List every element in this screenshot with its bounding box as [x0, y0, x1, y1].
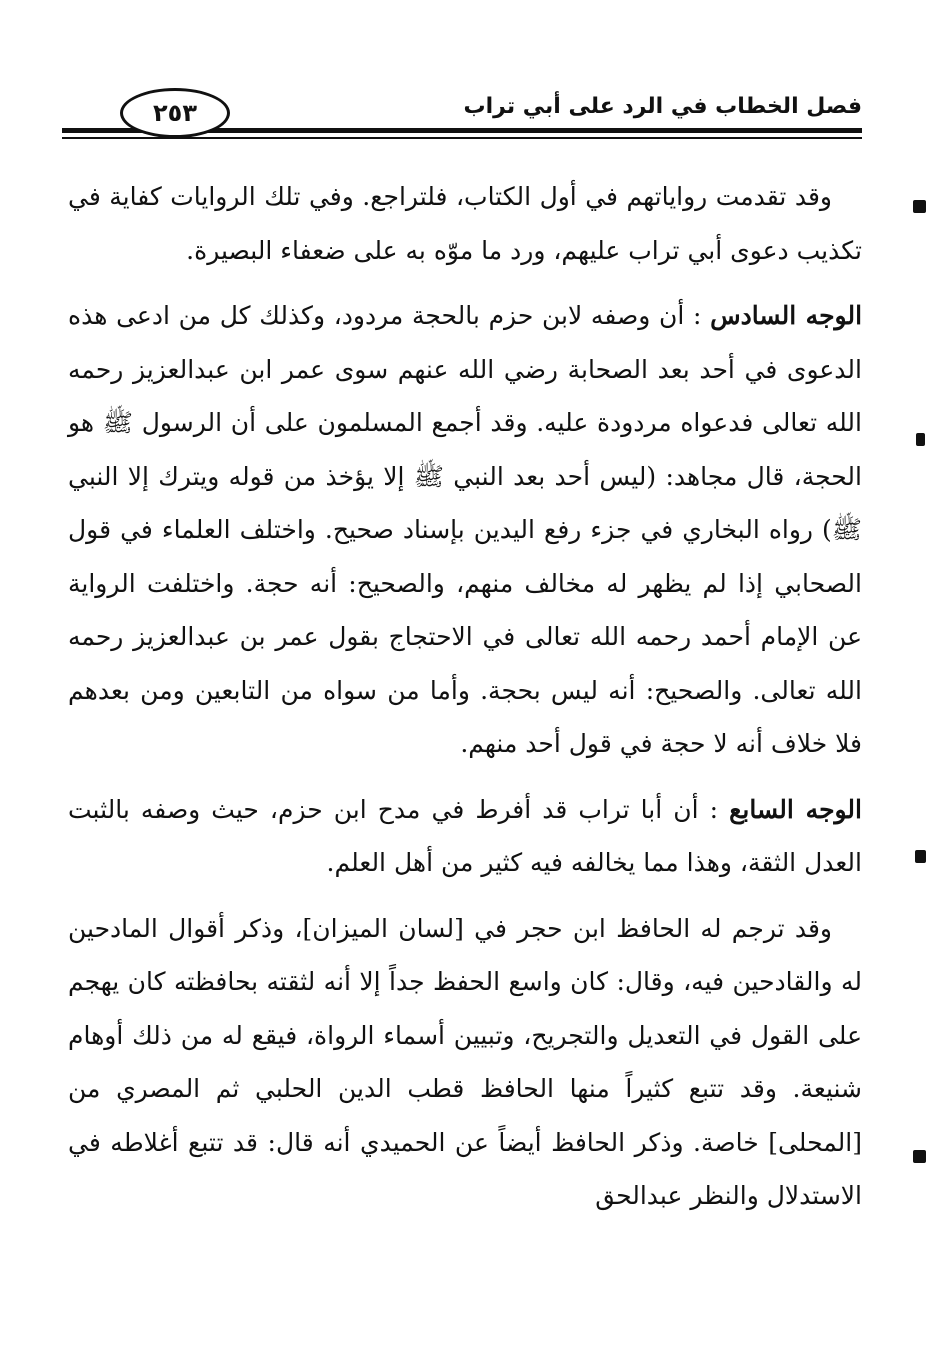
paragraph-text: : أن أبا تراب قد أفرط في مدح ابن حزم، حيث وصفه بالثبت العدل الثقة، وهذا مما يخالفه فيه كثير من أهل العلم. [68, 794, 862, 877]
margin-mark [913, 1150, 926, 1163]
paragraph-2 [68, 289, 862, 771]
paragraph-text: وقد تقدمت رواياتهم في أول الكتاب، فلتراجع. وفي تلك الروايات كفاية في تكذيب دعوى أبي تراب عليهم، ورد ما موّه به على ضعفاء البصيرة. [68, 182, 862, 265]
margin-mark [916, 433, 925, 446]
body-text [68, 170, 862, 1235]
margin-mark [913, 200, 926, 213]
paragraph-4 [68, 902, 862, 1223]
paragraph-1 [68, 170, 862, 277]
paragraph-text: وقد ترجم له الحافظ ابن حجر في [لسان الميزان]، وذكر أقوال المادحين له والقادحين فيه، وقال: كان واسع الحفظ جداً إلا أنه لثقته بحافظته كان يهجم على القول في التعديل والتجريح، وتبيين أسماء الرواة، فيقع له من ذلك أوهام شنيعة. وقد تتبع كثيراً منها الحافظ قطب الدين الحلبي ثم المصري من [المحلى] خاصة. وذكر الحافظ أيضاً عن الحميدي أنه قال: قد تتبع أغلاطه في الاستدلال والنظر عبدالحق [68, 913, 862, 1210]
running-title: فصل الخطاب في الرد على أبي تراب [463, 94, 862, 119]
paragraph-3 [68, 783, 862, 890]
paragraph-heading: الوجه السابع [729, 794, 862, 824]
paragraph-heading: الوجه السادس [710, 301, 863, 330]
page-number: ٢٥٣ [120, 88, 230, 138]
margin-mark [915, 850, 926, 863]
page-header [62, 88, 862, 150]
paragraph-text: : أن وصفه لابن حزم بالحجة مردود، وكذلك كل من ادعى هذه الدعوى في أحد بعد الصحابة رضي الله عنهم سوى عمر ابن عبدالعزيز رحمه الله تعالى فدعواه مردودة عليه. وقد أجمع المسلمون على أن الرسول ﷺ هو الحجة، قال مجاهد: (ليس أحد بعد النبي ﷺ إلا يؤخذ من قوله ويترك إلا النبي ﷺ) رواه البخاري في جزء رفع اليدين بإسناد صحيح. واختلف العلماء في قول الصحابي إذا لم يظهر له مخالف منهم، والصحيح: أنه حجة. واختلفت الرواية عن الإمام أحمد رحمه الله تعالى في الاحتجاج بقول عمر بن عبدالعزيز رحمه الله تعالى. والصحيح: أنه ليس بحجة. وأما من سواه من التابعين ومن بعدهم فلا خلاف أنه لا حجة في قول أحد منهم. [68, 301, 862, 758]
